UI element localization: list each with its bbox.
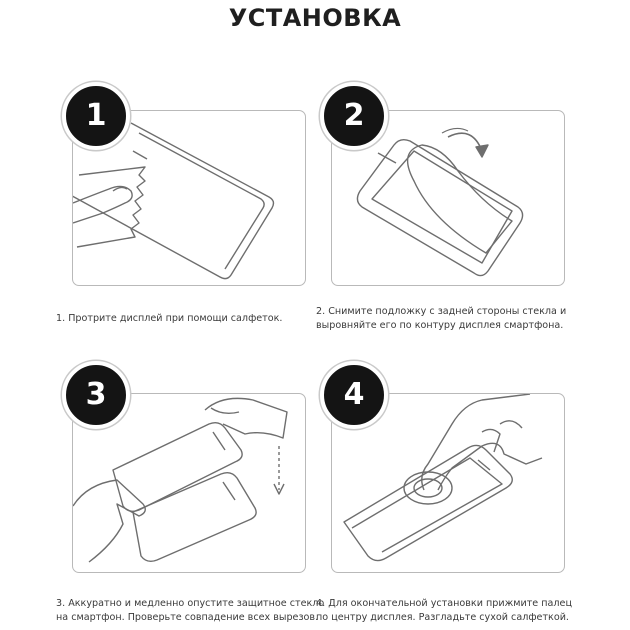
step-1-caption: [56, 312, 282, 326]
finger-icon: [73, 186, 132, 223]
step-3-caption-line-2: на смартфон. Проверьте совпадение всех вырезов.: [56, 612, 319, 623]
page-title: УСТАНОВКА: [228, 4, 402, 32]
cleaning-cloth-icon: [77, 167, 145, 247]
step-2-caption-line-2: выровняйте его по контуру дисплея смартфона.: [316, 320, 564, 331]
step-4-caption: [316, 597, 572, 625]
step-1-caption-line: 1. Протрите дисплей при помощи салфеток.: [56, 313, 283, 324]
step-4-caption-line-2: по центру дисплея. Разгладьте сухой салфеткой.: [316, 612, 569, 623]
step-1-badge: 1: [62, 82, 130, 150]
step-4-badge: 4: [320, 361, 388, 429]
top-hand-icon: [205, 398, 287, 438]
step-4-caption-line-1: 4. Для окончательной установки прижмите палец: [316, 598, 572, 609]
step-3-caption: [56, 597, 324, 625]
protective-glass-outline: [113, 423, 242, 512]
phone-speaker: [133, 151, 147, 159]
phone-outline: [133, 473, 256, 562]
step-2-badge: 2: [320, 82, 388, 150]
phone-outline: [357, 140, 522, 276]
step-3-badge: 3: [62, 361, 130, 429]
step-2-caption: [316, 305, 566, 333]
step-3-caption-line-1: 3. Аккуратно и медленно опустите защитное стекло: [56, 598, 325, 609]
step-2-caption-line-1: 2. Снимите подложку с задней стороны стекла и: [316, 306, 567, 317]
finger-press-icon: [422, 394, 530, 490]
